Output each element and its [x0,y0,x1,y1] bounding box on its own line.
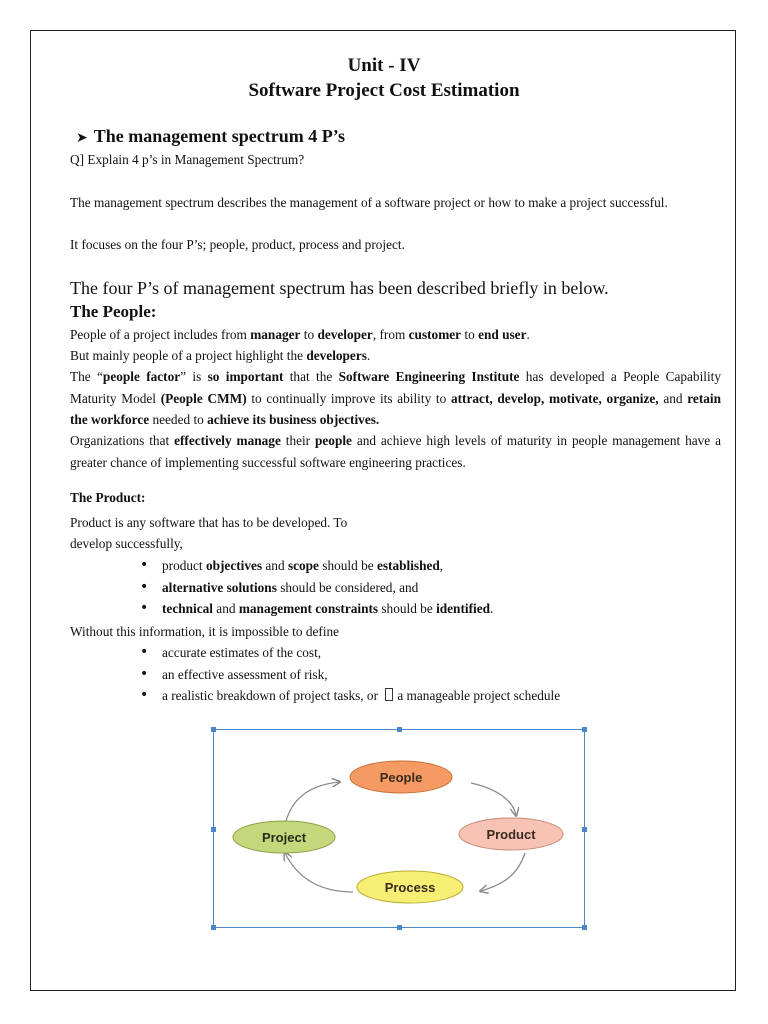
section-heading [76,126,345,147]
list-item: • an effective assessment of risk, [140,664,560,686]
arrow-people-to-product [471,783,516,815]
list-item: • accurate estimates of the cost, [140,642,560,664]
document-title: Software Project Cost Estimation [248,80,520,101]
four-ps-cycle-diagram [213,729,585,928]
product-heading: The Product: [70,490,146,505]
product-bullets [140,555,493,620]
list-item-text: a realistic breakdown of project tasks, or [162,688,382,704]
node-people-label: People [379,770,423,785]
arrow-process-to-project [285,853,353,892]
node-process-label: Process [384,880,436,895]
people-heading: The People: [70,302,157,321]
focus-paragraph: It focuses on the four P’s; people, product, process and project. [70,237,405,252]
node-project-label: Project [261,830,307,845]
node-project [233,821,335,853]
without-information-text: Without this information, it is impossible to define [70,624,340,639]
list-item: • product objectives and scope should be established, [140,555,493,577]
product-line-2: develop successfully, [70,536,183,551]
arrow-project-to-people [286,782,339,821]
lead-paragraph: The four P’s of management spectrum has been described briefly in below. [70,278,609,298]
node-people [350,761,452,793]
node-process [357,871,463,903]
people-paragraph-3: The “people factor” is so important that the Software Engineering Institute has developed a People Capability Maturity Model (People CMM) to continually improve its ability to attract, develop, motivate, organize, and retain the workforce needed to achieve its business objectives. [70,369,722,428]
list-item [140,685,560,707]
arrow-product-to-process [481,853,525,891]
list-item: • alternative solutions should be considered, and [140,577,493,599]
missing-glyph-box-icon [385,688,393,701]
list-item-text: a manageable project schedule [397,688,561,704]
question-text: Q] Explain 4 p’s in Management Spectrum? [70,152,305,167]
people-paragraph-4: Organizations that effectively manage their people and achieve high levels of maturity in people management have a greater chance of implementing successful software engineering practices. [70,433,721,470]
product-line-1: Product is any software that has to be developed. To [70,515,348,530]
unit-title: Unit - IV [347,55,421,76]
node-product [459,818,563,850]
list-item: • technical and management constraints should be identified. [140,598,493,620]
intro-paragraph: The management spectrum describes the management of a software project or how to make a project successful. [70,195,668,210]
arrowhead-bullet-icon: ➤ [76,130,88,146]
definition-bullets [140,642,560,707]
section-heading-text: The management spectrum 4 P’s [93,126,346,146]
people-paragraph-1: People of a project includes from manager to developer, from customer to end user. [70,327,530,342]
people-paragraph-2: But mainly people of a project highlight the developers. [70,348,371,363]
node-product-label: Product [486,827,536,842]
